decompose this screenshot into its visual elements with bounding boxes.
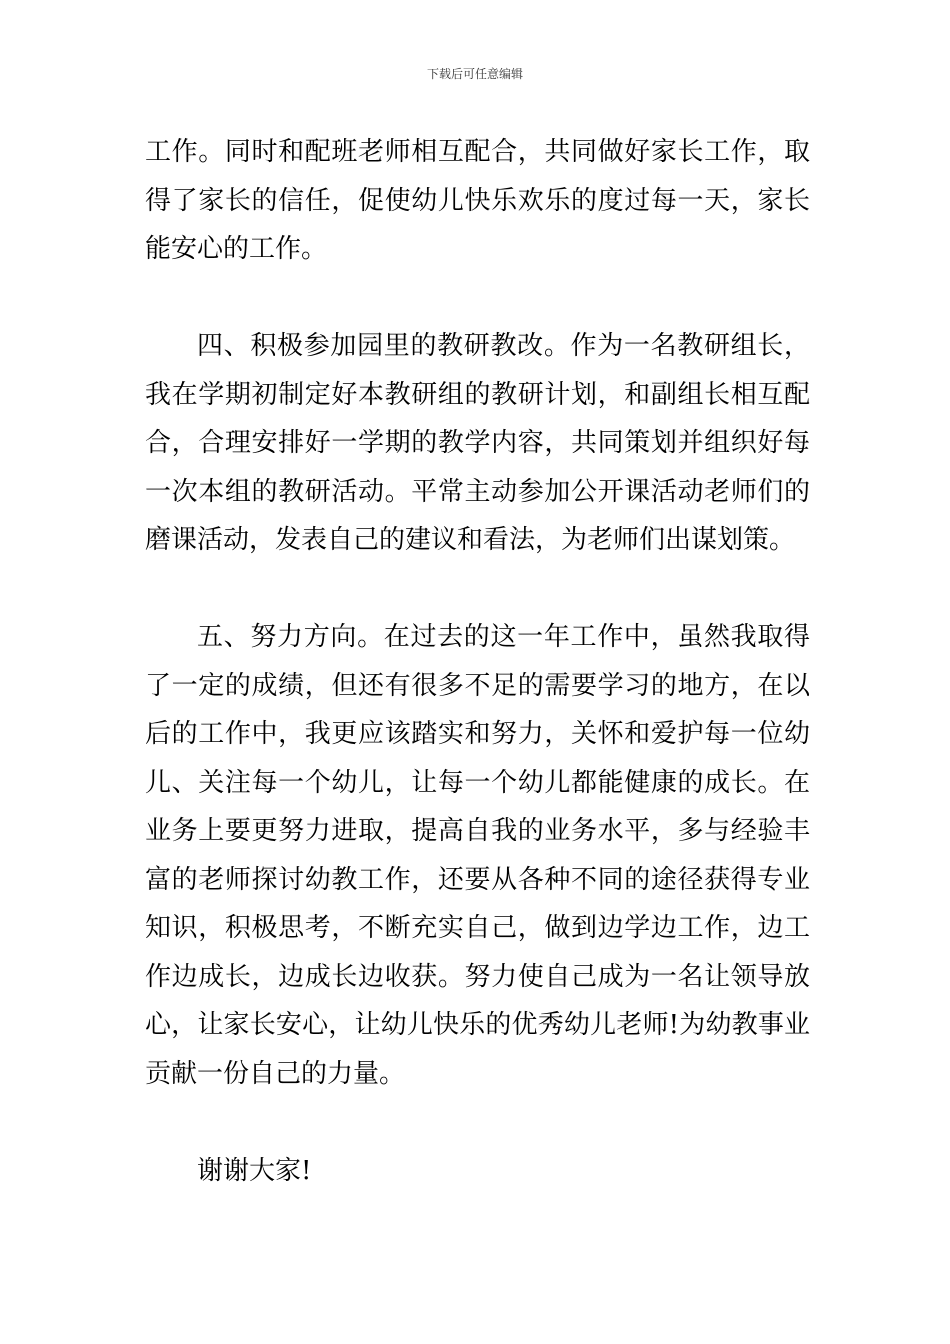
page-header: 下载后可任意编辑 (426, 67, 523, 81)
paragraph-gap (145, 565, 810, 614)
document-body (145, 128, 810, 1195)
paragraph-thanks: 谢谢大家! (197, 1155, 312, 1186)
paragraph-gap (145, 274, 810, 323)
paragraph-future-direction: 五、努力方向。在过去的这一年工作中，虽然我取得了一定的成绩，但还有很多不足的需要学习的地方，在以后的工作中，我更应该踏实和努力，关怀和爱护每一位幼儿、关注每一个幼儿，让每一个幼儿都能健康的成长。在业务上要更努力进取，提高自我的业务水平，多与经验丰富的老师探讨幼教工作，还要从各种不同的途径获得专业知识，积极思考，不断充实自己，做到边学边工作，边工作边成长，边成长边收获。努力使自己成为一名让领导放心，让家长安心，让幼儿快乐的优秀幼儿老师!为幼教事业贡献一份自己的力量。 (145, 622, 810, 1089)
paragraph-teaching-research: 四、积极参加园里的教研教改。作为一名教研组长，我在学期初制定好本教研组的教研计划，和副组长相互配合，合理安排好一学期的教学内容，共同策划并组织好每一次本组的教研活动。平常主动参加公开课活动老师们的磨课活动，发表自己的建议和看法，为老师们出谋划策。 (145, 331, 810, 555)
paragraph-gap (145, 1098, 810, 1147)
paragraph-continued-work: 工作。同时和配班老师相互配合，共同做好家长工作，取得了家长的信任，促使幼儿快乐欢乐的度过每一天，家长能安心的工作。 (145, 137, 810, 264)
